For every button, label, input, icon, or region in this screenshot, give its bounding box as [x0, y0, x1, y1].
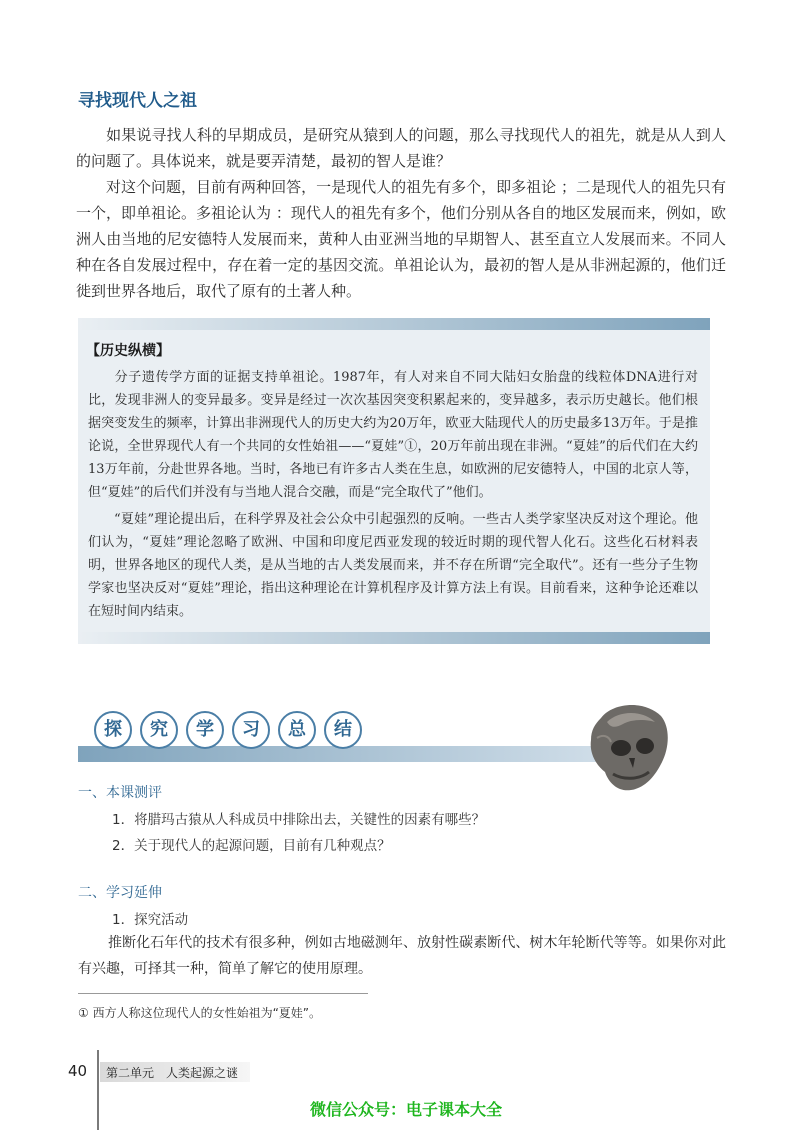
footnote: ① 西方人称这位现代人的女性始祖为“夏娃”。: [78, 1006, 322, 1020]
paragraph-theories: [76, 174, 726, 304]
banner-char-2: 究: [140, 711, 178, 749]
paragraph-intro: [76, 122, 726, 174]
watermark: 微信公众号：电子课本大全: [310, 1100, 503, 1119]
box-title: 【历史纵横】: [86, 343, 170, 359]
page-number: 40: [68, 1062, 88, 1080]
skull-fossil-image: [583, 698, 673, 794]
review-item-2: 2．关于现代人的起源问题，目前有几种观点？: [112, 838, 391, 854]
box-paragraph-1-text: 分子遗传学方面的证据支持单祖论。1987年，有人对来自不同大陆妇女胎盘的线粒体DNA进行对比，发现非洲人的变异最多。变异是经过一次次基因突变积累起来的，变异越多，表示历史越长。他们根据突变发生的频率，计算出非洲现代人的历史大约为20万年，欧亚大陆现代人的历史最多13万年。于是推论说，全世界现代人有一个共同的女性始祖——“夏娃”①，20万年前出现在非洲。“夏娃”的后代们在大约13万年前，分赴世界各地。当时，各地已有许多古人类在生息，如欧洲的尼安德特人，中国的北京人等，但“夏娃”的后代们并没有与当地人混合交融，而是“完全取代了”他们。: [88, 370, 698, 500]
banner-char-1: 探: [94, 711, 132, 749]
banner-char-5: 总: [278, 711, 316, 749]
section-title: 寻找现代人之祖: [78, 91, 197, 111]
paragraph-intro-text: 如果说寻找人科的早期成员，是研究从猿到人的问题，那么寻找现代人的祖先，就是从人到人的问题了。具体说来，就是要弄清楚，最初的智人是谁？: [76, 126, 726, 170]
review-heading: 一、本课测评: [78, 785, 162, 801]
banner-char-3: 学: [186, 711, 224, 749]
review-item-1: 1．将腊玛古猿从人科成员中排除出去，关键性的因素有哪些？: [112, 812, 486, 828]
extension-text: [78, 930, 726, 982]
extension-subheading: 1．探究活动: [112, 912, 189, 928]
banner-char-6: 结: [324, 711, 362, 749]
footnote-divider: [78, 993, 368, 994]
chapter-label: 第二单元 人类起源之谜: [106, 1066, 239, 1080]
paragraph-theories-text: 对这个问题，目前有两种回答，一是现代人的祖先有多个，即多祖论 ；二是现代人的祖先只有一个，即单祖论。多祖论认为 ：现代人的祖先有多个，他们分别从各自的地区发展而来，例如，欧洲人由当地的尼安德特人发展而来，黄种人由亚洲当地的早期智人、甚至直立人发展而来。不同人种在各自发展过程中，存在着一定的基因交流。单祖论认为，最初的智人是从非洲起源的，他们迁徙到世界各地后，取代了原有的土著人种。: [76, 178, 726, 300]
box-paragraph-2: [88, 508, 698, 623]
box-paragraph-2-text: “夏娃”理论提出后，在科学界及社会公众中引起强烈的反响。一些古人类学家坚决反对这个理论。他们认为，“夏娃”理论忽略了欧洲、中国和印度尼西亚发现的较近时期的现代智人化石。这些化石材料表明，世界各地区的现代人类，是从当地的古人类发展而来，并不存在所谓“完全取代”。还有一些分子生物学家也坚决反对“夏娃”理论，指出这种理论在计算机程序及计算方法上有误。目前看来，这种争论还难以在短时间内结束。: [88, 512, 698, 619]
box-top-bar: [78, 318, 710, 330]
footer-vertical-rule: [97, 1050, 99, 1130]
banner-char-4: 习: [232, 711, 270, 749]
extension-heading: 二、学习延伸: [78, 885, 162, 901]
box-paragraph-1: [88, 366, 698, 504]
history-sidebar-box: [78, 318, 710, 644]
box-bottom-bar: [78, 632, 710, 644]
extension-text-content: 推断化石年代的技术有很多种，例如古地磁测年、放射性碳素断代、树木年轮断代等等。如果你对此有兴趣，可择其一种，简单了解它的使用原理。: [78, 935, 726, 977]
